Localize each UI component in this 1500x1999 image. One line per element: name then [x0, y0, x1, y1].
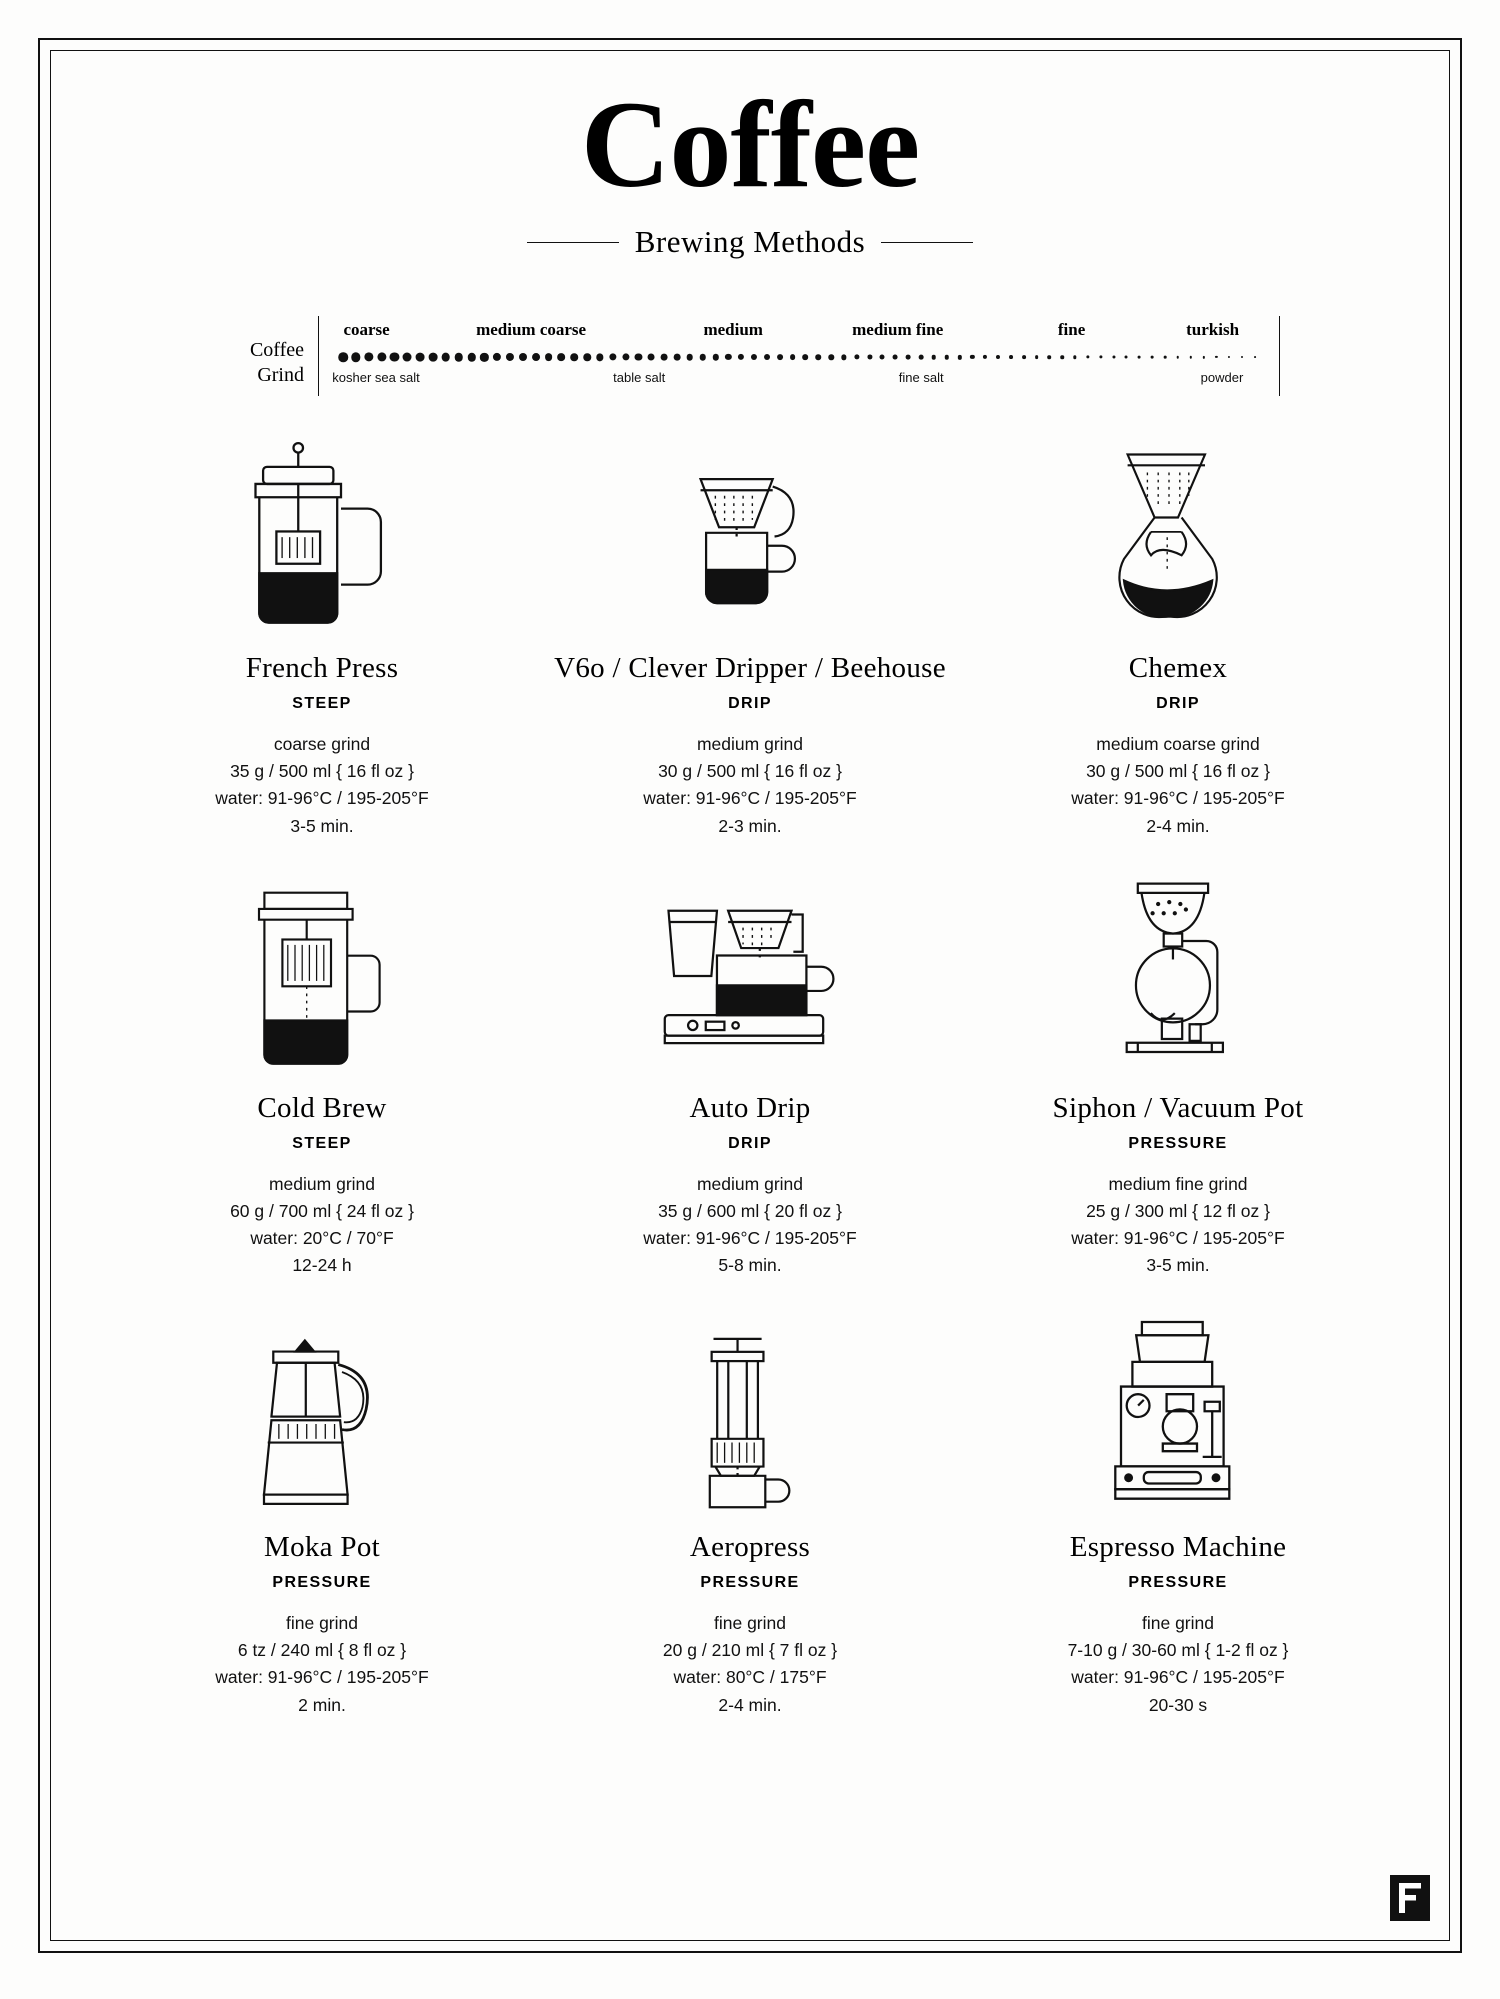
- grind-dot: [351, 352, 360, 361]
- method-time: 12-24 h: [292, 1255, 352, 1276]
- grind-dot: [815, 354, 821, 360]
- method-grind: medium fine grind: [1108, 1173, 1248, 1194]
- page-subtitle: Brewing Methods: [634, 224, 866, 260]
- grind-dot: [506, 353, 514, 361]
- method-type-badge: DRIP: [728, 1134, 772, 1152]
- grind-dot: [648, 354, 655, 361]
- method-water: water: 91-96°C / 195-205°F: [215, 788, 429, 809]
- grind-dot: [880, 355, 885, 360]
- grind-dot: [467, 353, 475, 361]
- grind-dot: [1189, 356, 1191, 358]
- grind-dot: [1228, 356, 1230, 358]
- method-name: Siphon / Vacuum Pot: [1052, 1091, 1304, 1124]
- grind-dot: [532, 353, 540, 361]
- method-type-badge: STEEP: [292, 695, 352, 713]
- method-card: [964, 430, 1392, 840]
- method-grind: medium grind: [696, 734, 804, 755]
- method-type-badge: STEEP: [292, 1134, 352, 1152]
- grind-dot: [725, 354, 731, 360]
- french-press-icon: [118, 430, 526, 640]
- grind-dot: [803, 354, 809, 360]
- grind-dot: [841, 355, 846, 360]
- grind-level-fine: fine: [1057, 320, 1086, 340]
- grind-dot: [429, 353, 438, 362]
- method-time: 2-4 min.: [1146, 815, 1210, 836]
- method-card: [536, 1309, 964, 1719]
- method-water: water: 91-96°C / 195-205°F: [643, 788, 857, 809]
- grind-dot: [377, 353, 386, 362]
- grind-dot: [1151, 356, 1154, 359]
- method-card: [536, 870, 964, 1280]
- grind-dot: [1099, 356, 1102, 359]
- method-card: [964, 1309, 1392, 1719]
- grind-scale-label-line2: Grind: [257, 364, 304, 387]
- method-name: French Press: [245, 652, 399, 685]
- grind-dot: [1022, 355, 1026, 359]
- method-dose: 35 g / 500 ml { 16 fl oz }: [230, 761, 414, 782]
- method-water: water: 91-96°C / 195-205°F: [1071, 1667, 1285, 1688]
- page-title: Coffee: [580, 76, 920, 213]
- grind-dot: [790, 354, 796, 360]
- chemex-icon: [974, 430, 1382, 640]
- grind-dot: [338, 352, 348, 362]
- grind-dot: [1177, 356, 1180, 359]
- grind-dot: [661, 354, 668, 361]
- grind-level-medium: medium: [703, 320, 763, 340]
- grind-dot: [596, 354, 603, 361]
- grind-dot: [570, 353, 578, 361]
- grind-dot: [1125, 356, 1128, 359]
- grind-dot: [454, 353, 463, 362]
- method-grind: medium coarse grind: [1096, 734, 1260, 755]
- grind-level-medium-coarse: medium coarse: [476, 320, 587, 340]
- grind-dot: [1241, 356, 1243, 358]
- method-card: [108, 870, 536, 1280]
- subtitle-row: [108, 224, 1392, 260]
- grind-scale-label-line1: Coffee: [249, 339, 304, 362]
- poster-content: [48, 40, 1452, 1719]
- grind-dot: [1009, 355, 1013, 359]
- grind-dot: [545, 353, 553, 361]
- method-card: [964, 870, 1392, 1280]
- grind-dot: [1138, 356, 1141, 359]
- method-card: [108, 430, 536, 840]
- grind-scale-dots: [329, 346, 1269, 368]
- siphon-icon: [974, 870, 1382, 1080]
- auto-drip-machine-icon: [546, 870, 954, 1080]
- grind-reference-kosher-sea-salt: kosher sea salt: [332, 370, 420, 386]
- grind-level-coarse: coarse: [343, 320, 390, 340]
- grind-dot: [1048, 355, 1052, 359]
- grind-reference-powder: powder: [1200, 370, 1244, 386]
- grind-dot: [687, 354, 694, 361]
- grind-dot: [493, 353, 501, 361]
- method-time: 2-3 min.: [718, 815, 782, 836]
- method-grind: fine grind: [714, 1613, 786, 1634]
- grind-dot: [751, 354, 757, 360]
- method-water: water: 91-96°C / 195-205°F: [643, 1227, 857, 1248]
- cold-brew-icon: [118, 870, 526, 1080]
- method-water: water: 91-96°C / 195-205°F: [215, 1667, 429, 1688]
- method-time: 3-5 min.: [290, 815, 354, 836]
- method-name: V6o / Clever Dripper / Beehouse: [554, 652, 946, 685]
- grind-dot: [519, 353, 527, 361]
- grind-dot: [416, 353, 425, 362]
- grind-reference-fine-salt: fine salt: [898, 370, 944, 386]
- grind-dot: [777, 354, 783, 360]
- grind-dot: [932, 355, 937, 360]
- grind-dot: [1215, 356, 1217, 358]
- grind-dot: [957, 355, 961, 359]
- method-card: [108, 1309, 536, 1719]
- method-grind: fine grind: [286, 1613, 358, 1634]
- grind-dot: [828, 354, 833, 359]
- grind-dot: [1112, 356, 1115, 359]
- method-water: water: 80°C / 175°F: [673, 1667, 827, 1688]
- grind-dot: [480, 353, 488, 361]
- method-type-badge: DRIP: [1156, 695, 1200, 713]
- subtitle-rule-left: [527, 242, 619, 243]
- grind-dot: [1073, 355, 1076, 358]
- grind-dot: [558, 353, 566, 361]
- grind-dot: [442, 353, 451, 362]
- grind-dot: [403, 353, 412, 362]
- grind-dot: [635, 354, 642, 361]
- method-time: 2-4 min.: [718, 1694, 782, 1715]
- grind-dot: [622, 354, 629, 361]
- grind-dot: [996, 355, 1000, 359]
- method-dose: 60 g / 700 ml { 24 fl oz }: [230, 1200, 414, 1221]
- method-type-badge: PRESSURE: [1128, 1134, 1228, 1152]
- grind-dot: [906, 355, 911, 360]
- grind-scale: [220, 316, 1280, 396]
- pour-over-dripper-icon: [546, 430, 954, 640]
- grind-dot: [970, 355, 974, 359]
- method-time: 3-5 min.: [1146, 1255, 1210, 1276]
- method-dose: 35 g / 600 ml { 20 fl oz }: [658, 1200, 842, 1221]
- method-dose: 7-10 g / 30-60 ml { 1-2 fl oz }: [1067, 1640, 1289, 1661]
- grind-dot: [364, 353, 373, 362]
- aeropress-icon: [546, 1309, 954, 1519]
- method-time: 2 min.: [298, 1694, 346, 1715]
- grind-dot: [1254, 356, 1256, 358]
- grind-dot: [919, 355, 924, 360]
- method-dose: 25 g / 300 ml { 12 fl oz }: [1086, 1200, 1270, 1221]
- grind-level-turkish: turkish: [1186, 320, 1240, 340]
- grind-scale-references: [329, 370, 1269, 390]
- method-grind: medium grind: [268, 1173, 376, 1194]
- method-name: Chemex: [1128, 652, 1228, 685]
- brand-logo: [1390, 1875, 1430, 1921]
- method-grind: medium grind: [696, 1173, 804, 1194]
- grind-dot: [674, 354, 681, 361]
- grind-dot: [390, 353, 399, 362]
- grind-level-medium-fine: medium fine: [852, 320, 944, 340]
- method-name: Aeropress: [689, 1531, 811, 1564]
- method-water: water: 20°C / 70°F: [250, 1227, 394, 1248]
- espresso-machine-icon: [974, 1309, 1382, 1519]
- grind-dot: [1035, 355, 1039, 359]
- moka-pot-icon: [118, 1309, 526, 1519]
- method-name: Cold Brew: [257, 1091, 387, 1124]
- grind-dot: [712, 354, 718, 360]
- method-name: Auto Drip: [689, 1091, 811, 1124]
- method-grind: fine grind: [1142, 1613, 1214, 1634]
- grind-dot: [983, 355, 987, 359]
- grind-dot: [583, 353, 590, 360]
- subtitle-rule-right: [881, 242, 973, 243]
- method-time: 5-8 min.: [718, 1255, 782, 1276]
- grind-dot: [944, 355, 948, 359]
- method-type-badge: PRESSURE: [1128, 1574, 1228, 1592]
- method-name: Moka Pot: [264, 1531, 380, 1564]
- method-water: water: 91-96°C / 195-205°F: [1071, 1227, 1285, 1248]
- grind-reference-table-salt: table salt: [613, 370, 666, 386]
- grind-dot: [1086, 356, 1089, 359]
- grind-dot: [854, 355, 859, 360]
- grind-dot: [1061, 355, 1065, 359]
- grind-dot: [893, 355, 898, 360]
- method-dose: 20 g / 210 ml { 7 fl oz }: [662, 1640, 838, 1661]
- grind-dot: [1202, 356, 1204, 358]
- method-grind: coarse grind: [273, 734, 371, 755]
- method-type-badge: PRESSURE: [272, 1574, 372, 1592]
- grind-dot: [867, 355, 872, 360]
- method-dose: 6 tz / 240 ml { 8 fl oz }: [237, 1640, 407, 1661]
- grind-dot: [1164, 356, 1167, 359]
- brewing-methods-grid: [108, 430, 1392, 1719]
- method-type-badge: DRIP: [728, 695, 772, 713]
- method-time: 20-30 s: [1148, 1694, 1208, 1715]
- grind-dot: [738, 354, 744, 360]
- method-type-badge: PRESSURE: [700, 1574, 800, 1592]
- method-dose: 30 g / 500 ml { 16 fl oz }: [658, 761, 842, 782]
- method-name: Espresso Machine: [1069, 1531, 1287, 1564]
- grind-scale-box: [318, 316, 1280, 396]
- method-dose: 30 g / 500 ml { 16 fl oz }: [1086, 761, 1270, 782]
- method-water: water: 91-96°C / 195-205°F: [1071, 788, 1285, 809]
- grind-scale-label: [220, 316, 318, 396]
- grind-dot: [699, 354, 706, 361]
- grind-scale-levels: [329, 320, 1269, 346]
- grind-dot: [609, 354, 616, 361]
- grind-dot: [764, 354, 770, 360]
- method-card: [536, 430, 964, 840]
